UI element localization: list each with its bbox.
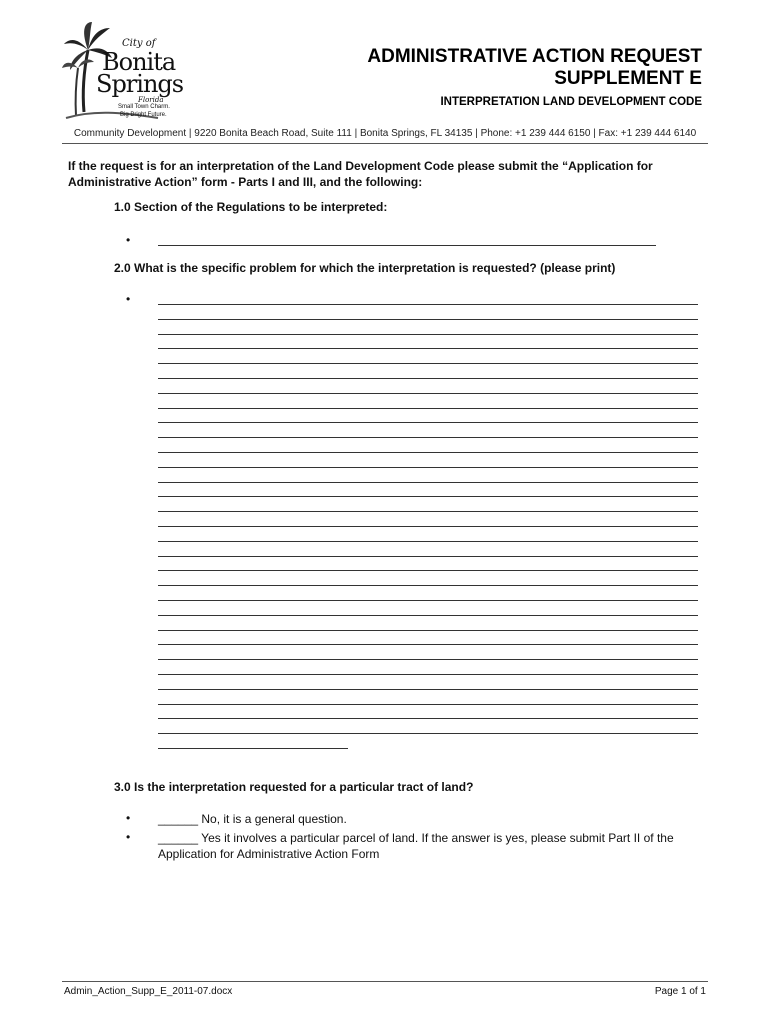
answer-line[interactable] — [158, 644, 698, 645]
answer-line[interactable] — [158, 704, 698, 705]
answer-line[interactable] — [158, 689, 698, 690]
document-subtitle: INTERPRETATION LAND DEVELOPMENT CODE — [440, 96, 702, 108]
option-yes[interactable]: ______ Yes it involves a particular parcel of land. If the answer is yes, please submit Part II of the Application for Administrative Action Form — [158, 831, 674, 861]
title-line-2: SUPPLEMENT E — [554, 68, 702, 89]
answer-line[interactable] — [158, 600, 698, 601]
answer-line[interactable] — [158, 467, 698, 468]
answer-line[interactable] — [158, 570, 698, 571]
logo-bonita: Bonita — [102, 48, 176, 76]
section-1-heading: 1.0 Section of the Regulations to be interpreted: — [114, 200, 388, 214]
answer-line[interactable] — [158, 363, 698, 364]
logo-florida: Florida — [138, 96, 164, 104]
bullet-icon: • — [126, 811, 131, 825]
bullet-icon: • — [126, 292, 131, 306]
answer-line-1[interactable] — [158, 245, 656, 246]
answer-line[interactable] — [158, 748, 348, 749]
answer-line[interactable] — [158, 556, 698, 557]
section-2-heading: 2.0 What is the specific problem for which the interpretation is requested? (please print) — [114, 261, 616, 275]
answer-line[interactable] — [158, 482, 698, 483]
answer-line[interactable] — [158, 585, 698, 586]
contact-info: Community Development | 9220 Bonita Beach Road, Suite 111 | Bonita Springs, FL 34135 | Phone: +1 239 444 6150 | Fax: +1 239 444 6140 — [73, 128, 697, 139]
bullet-icon: • — [126, 233, 131, 247]
answer-line[interactable] — [158, 348, 698, 349]
bullet-icon: • — [126, 830, 131, 844]
logo-city-of: City of — [122, 38, 156, 49]
answer-line[interactable] — [158, 541, 698, 542]
logo-tagline-2: Big Bright Future. — [120, 112, 167, 118]
answer-line[interactable] — [158, 319, 698, 320]
answer-line[interactable] — [158, 408, 698, 409]
footer-filename: Admin_Action_Supp_E_2011-07.docx — [64, 986, 233, 997]
logo-springs: Springs — [96, 70, 184, 98]
section-3-heading: 3.0 Is the interpretation requested for a particular tract of land? — [114, 780, 474, 794]
answer-line[interactable] — [158, 304, 698, 305]
answer-line[interactable] — [158, 452, 698, 453]
document-title — [282, 46, 702, 90]
answer-line[interactable] — [158, 496, 698, 497]
answer-line[interactable] — [158, 511, 698, 512]
intro-text: If the request is for an interpretation of the Land Development Code please submit the “Application for Administrative Action” form - Parts I and III, and the following: — [68, 159, 653, 189]
answer-line[interactable] — [158, 393, 698, 394]
footer-divider — [62, 981, 708, 982]
answer-line[interactable] — [158, 630, 698, 631]
logo-tagline-1: Small Town Charm. — [118, 104, 170, 110]
city-logo — [62, 20, 182, 124]
answer-line[interactable] — [158, 718, 698, 719]
option-no[interactable]: ______ No, it is a general question. — [158, 812, 347, 826]
answer-line[interactable] — [158, 378, 698, 379]
answer-line[interactable] — [158, 437, 698, 438]
answer-line[interactable] — [158, 422, 698, 423]
answer-line[interactable] — [158, 659, 698, 660]
answer-line[interactable] — [158, 334, 698, 335]
answer-line[interactable] — [158, 674, 698, 675]
header-divider — [62, 143, 708, 144]
footer-page-number: Page 1 of 1 — [654, 986, 706, 997]
answer-line[interactable] — [158, 615, 698, 616]
answer-line[interactable] — [158, 733, 698, 734]
title-line-1: ADMINISTRATIVE ACTION REQUEST — [367, 46, 702, 67]
answer-line[interactable] — [158, 526, 698, 527]
